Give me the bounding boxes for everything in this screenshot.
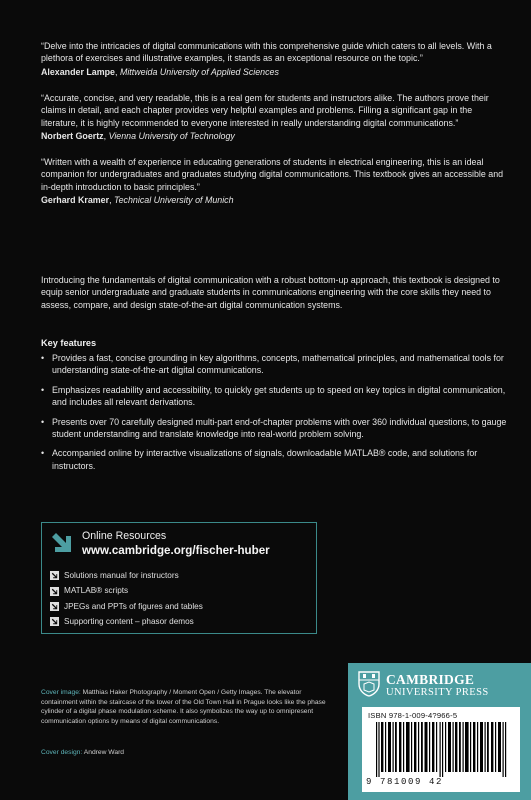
bullet-icon: • xyxy=(41,353,45,363)
key-feature-text: Presents over 70 carefully designed multi-part end-of-chapter problems with over 360 individual questions, to gauge student understanding and translate knowledge into real-world problem solving. xyxy=(52,416,507,440)
book-description: Introducing the fundamentals of digital communication with a robust bottom-up approach, this textbook is designed to equip senior undergraduate and graduate students in communications engineering with the core skills they need to assess, compare, and design state-of-the-art digital communication systems. xyxy=(41,275,500,310)
key-feature-item xyxy=(41,416,513,441)
quote-attribution: Gerhard Kramer, Technical University of Munich xyxy=(41,195,234,206)
endorser-affiliation: Vienna University of Technology xyxy=(108,131,235,142)
arrow-down-right-icon xyxy=(50,587,59,596)
quote-attribution: Alexander Lampe, Mittweida University of Applied Sciences xyxy=(41,66,279,77)
bullet-icon: • xyxy=(41,416,45,427)
resource-item xyxy=(50,583,203,598)
quote-text: “Accurate, concise, and very readable, this is a real gem for students and instructors alike. The authors prove their claims in detail, and each chapter provides very helpful examples and problems. Filling a significant gap in the literature, it is highly recommended to everyone interested in really understanding digital communications.” xyxy=(41,92,489,128)
cover-image-label: Cover image: xyxy=(41,689,81,696)
resource-item xyxy=(50,599,203,614)
endorsement-quote xyxy=(41,156,511,207)
isbn-label: ISBN 978-1-009-4?966-5 xyxy=(368,711,458,720)
arrow-down-right-icon xyxy=(50,531,74,555)
key-feature-text: Emphasizes readability and accessibility, to quickly get students up to speed on key topics in digital communication, and includes all relevant derivations. xyxy=(52,384,506,408)
key-feature-text: Accompanied online by interactive visualizations of signals, downloadable MATLAB® code, and solutions for instructors. xyxy=(52,448,478,471)
key-features-list xyxy=(41,352,513,479)
publisher-press: UNIVERSITY PRESS xyxy=(386,687,489,698)
endorser-affiliation: Technical University of Munich xyxy=(114,195,234,206)
key-feature-item xyxy=(41,447,513,472)
resource-item xyxy=(50,568,203,583)
online-resources-title: Online Resources xyxy=(82,530,167,542)
cover-image-credit xyxy=(41,688,333,726)
quote-text: “Delve into the intricacies of digital communications with this comprehensive guide which caters to all levels. With a plethora of exercises and illustrative examples, it stands as an exceptional resource on the topic.” xyxy=(41,41,492,64)
endorsement-quote xyxy=(41,40,511,79)
barcode-digits: 9 781009 42 xyxy=(366,777,444,787)
endorsements xyxy=(41,40,511,220)
publisher-name: CAMBRIDGE xyxy=(386,672,475,687)
resource-item-label: Solutions manual for instructors xyxy=(64,571,179,580)
endorser-name: Alexander Lampe xyxy=(41,66,115,77)
online-resources-list xyxy=(50,568,203,630)
online-resources-url[interactable]: www.cambridge.org/fischer-huber xyxy=(82,544,270,557)
endorsement-quote xyxy=(41,92,511,143)
arrow-down-right-icon xyxy=(50,617,59,626)
cover-design-label: Cover design: xyxy=(41,749,83,756)
key-features-heading: Key features xyxy=(41,338,97,348)
quote-attribution: Norbert Goertz, Vienna University of Technology xyxy=(41,131,235,142)
resource-item xyxy=(50,614,203,629)
resource-item-label: MATLAB® scripts xyxy=(64,586,129,596)
key-feature-text: Provides a fast, concise grounding in key algorithms, concepts, mathematical principles, and mathematical tools for understanding state-of-the-art digital communications. xyxy=(52,353,504,376)
resource-item-label: JPEGs and PPTs of figures and tables xyxy=(64,601,203,611)
isbn-barcode-block xyxy=(362,707,520,792)
bullet-icon: • xyxy=(41,384,45,395)
key-feature-item xyxy=(41,384,513,409)
bullet-icon: • xyxy=(41,448,45,459)
arrow-down-right-icon xyxy=(50,602,59,611)
cover-image-text: Matthias Haker Photography / Moment Open / Getty Images. The elevator containment within the staircase of the tower of the Old Town Hall in Prague looks like the phase cylinder of a digital phase modulation scheme. It also symbolizes the way up to omnipresent communication options by means of digital communications. xyxy=(41,689,326,725)
quote-text: “Written with a wealth of experience in educating generations of students in electrical engineering, this is an ideal companion for undergraduates and graduates studying digital communications. This textbook gives an accessible and in-depth introduction to basic principles.” xyxy=(41,157,504,192)
endorser-name: Gerhard Kramer xyxy=(41,195,110,206)
key-feature-item xyxy=(41,352,513,377)
cambridge-shield-logo xyxy=(358,671,380,697)
arrow-down-right-icon xyxy=(50,571,59,580)
endorser-name: Norbert Goertz xyxy=(41,131,104,142)
cover-design-text: Andrew Ward xyxy=(83,749,125,756)
barcode-graphic xyxy=(376,722,516,777)
cover-design-credit xyxy=(41,749,124,756)
resource-item-label: Supporting content – phasor demos xyxy=(64,617,194,627)
online-resources-box xyxy=(41,522,317,634)
endorser-affiliation: Mittweida University of Applied Sciences xyxy=(119,66,279,77)
